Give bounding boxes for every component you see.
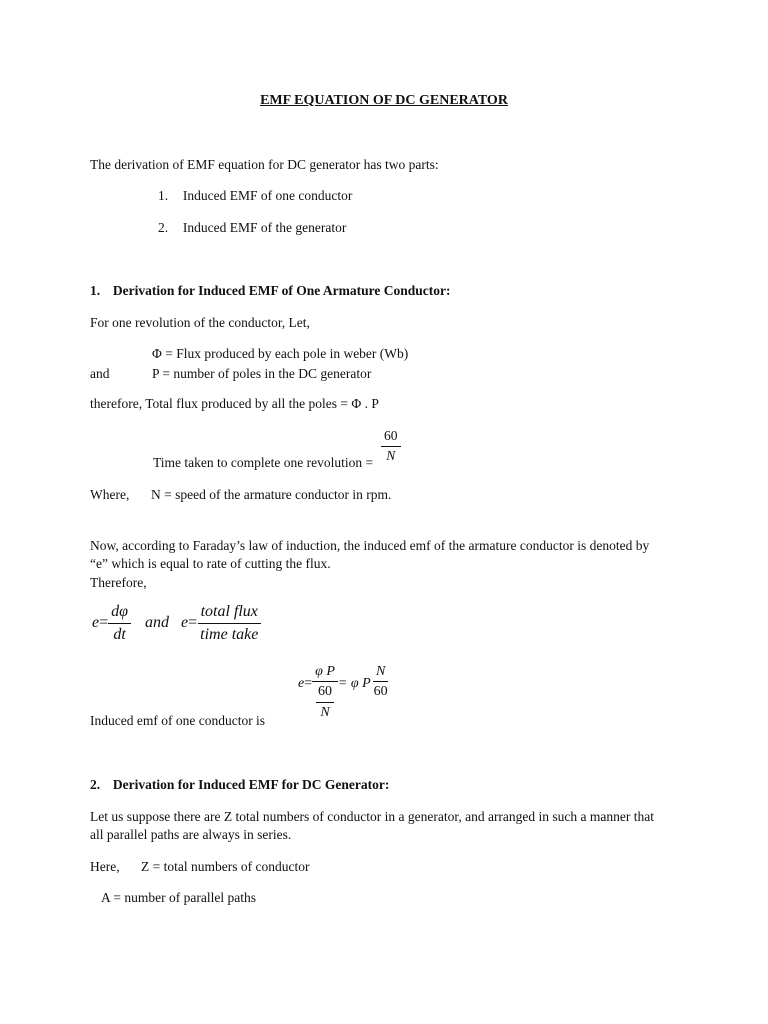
phi-definition: Φ = Flux produced by each pole in weber (Wb) [152, 346, 409, 361]
eq2-middle: = φ P [337, 676, 371, 691]
document-title: EMF EQUATION OF DC GENERATOR [260, 93, 508, 108]
section1-title: Derivation for Induced EMF of One Armature Conductor: [112, 283, 451, 298]
p-definition: P = number of poles in the DC generator [152, 366, 372, 381]
section2-heading [90, 777, 389, 793]
equation-2: e= $\frac{\text{φ P}}{\frac{60}{N}}$ = φ P $\frac{N}{60}$ [298, 664, 391, 720]
section1-number: 1. [90, 283, 101, 298]
eq1-and: and [145, 613, 169, 631]
list-item [158, 188, 352, 204]
induced-emf-label: Induced emf of one conductor is [90, 713, 266, 728]
eq1-denominator: dt [113, 625, 126, 643]
eq2-den-numerator: 60 [316, 684, 334, 702]
a-definition: A = number of parallel paths [101, 890, 256, 905]
therefore-label: Therefore, [90, 575, 147, 590]
faraday-line1: Now, according to Faraday’s law of induction, the induced emf of the armature conductor is denoted by [90, 538, 650, 553]
section2-line2: all parallel paths are always in series. [90, 827, 292, 842]
eq1-numerator2: total flux [198, 603, 261, 624]
eq2-den-denominator: N [320, 704, 330, 720]
time-denominator: N [386, 447, 396, 463]
list-item [158, 220, 346, 236]
eq2-right-numerator: N [373, 664, 388, 682]
z-definition: Z = total numbers of conductor [141, 859, 310, 874]
eq1-lhs2: e [181, 613, 189, 631]
time-fraction [381, 429, 401, 464]
section1-line1: For one revolution of the conductor, Let, [90, 315, 310, 330]
eq1-numerator: dφ [108, 603, 131, 624]
eq2-right-denominator: 60 [373, 684, 388, 700]
and-label: and [90, 366, 110, 381]
eq1-equals2: = [188, 613, 198, 631]
section2-number: 2. [90, 777, 101, 792]
section2-line1: Let us suppose there are Z total numbers of conductor in a generator, and arranged in such a manner that [90, 809, 655, 824]
faraday-line2: “e” which is equal to rate of cutting the flux. [90, 556, 331, 571]
list-number: 2. [158, 220, 169, 235]
here-label: Here, [90, 859, 120, 874]
eq1-denominator2: time take [200, 625, 259, 643]
list-text: Induced EMF of one conductor [182, 188, 353, 203]
intro-text: The derivation of EMF equation for DC generator has two parts: [90, 157, 439, 172]
section2-title: Derivation for Induced EMF for DC Generator: [112, 777, 390, 792]
eq2-numerator: φ P [312, 664, 338, 682]
total-flux-line: therefore, Total flux produced by all the poles = Φ . P [90, 396, 379, 411]
n-definition: N = speed of the armature conductor in rpm. [151, 487, 392, 502]
list-number: 1. [158, 188, 169, 203]
eq2-lhs: e [298, 676, 305, 691]
eq1-lhs: e [92, 613, 100, 631]
time-numerator: 60 [381, 429, 401, 447]
time-label: Time taken to complete one revolution = [153, 455, 374, 470]
where-label: Where, [90, 487, 130, 502]
equation-1 [92, 603, 261, 643]
list-text: Induced EMF of the generator [182, 220, 347, 235]
section1-heading [90, 283, 450, 299]
eq1-equals: = [99, 613, 109, 631]
